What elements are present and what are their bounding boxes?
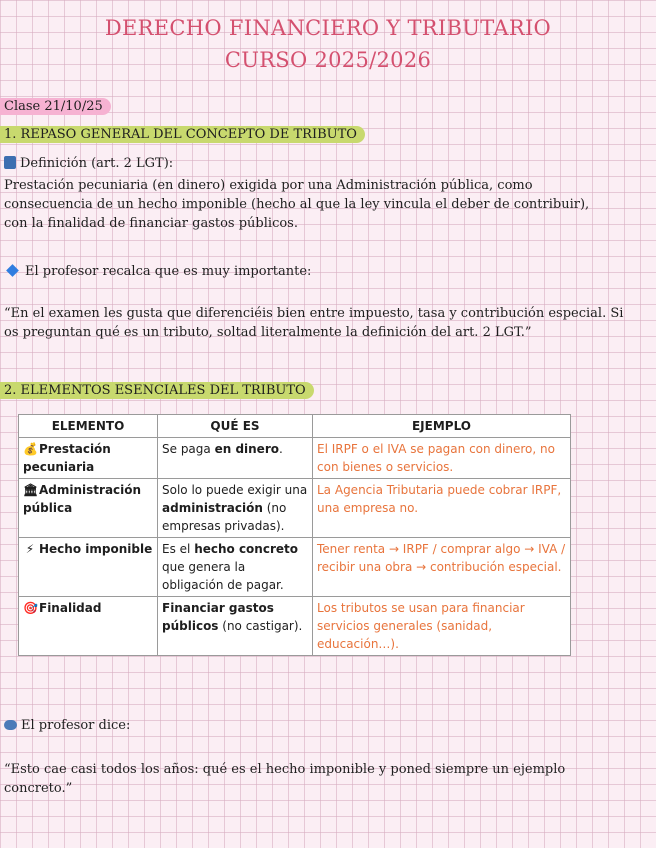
class-date: Clase 21/10/25 — [0, 98, 111, 115]
element-name: Hecho imponible — [39, 542, 153, 556]
example-cell: La Agencia Tributaria puede cobrar IRPF, una empresa no. — [313, 479, 571, 538]
what-text: que genera la obligación de pagar. — [162, 560, 284, 592]
book-icon — [4, 156, 16, 169]
element-name: Finalidad — [39, 601, 102, 615]
table-row — [19, 597, 571, 656]
example-cell: Tener renta → IRPF / comprar algo → IVA / recibir una obra → contribución especial. — [313, 538, 571, 597]
exam-quote-2: “Esto cae casi todos los años: qué es el hecho imponible y poned siempre un ejemplo concreto.” — [4, 762, 566, 796]
what-text: Solo lo puede exigir una — [162, 483, 308, 497]
what-bold: en dinero — [214, 442, 279, 456]
definition-label: Definición (art. 2 LGT): — [20, 156, 174, 171]
what-bold: administración — [162, 501, 263, 515]
what-bold: Financiar gastos públicos — [162, 601, 274, 633]
what-cell — [158, 438, 313, 479]
course-subtitle: CURSO 2025/2026 — [224, 48, 432, 72]
diamond-icon — [6, 264, 19, 277]
target-icon: 🎯 — [23, 601, 38, 615]
document-title: DERECHO FINANCIERO Y TRIBUTARIO — [104, 16, 552, 40]
element-name: Prestación pecuniaria — [23, 442, 111, 474]
column-header: EJEMPLO — [313, 415, 571, 438]
lightning-icon: ⚡ — [25, 542, 35, 556]
what-bold: hecho concreto — [194, 542, 298, 556]
professor-note: El profesor recalca que es muy importante: — [25, 264, 312, 279]
elements-table — [18, 414, 571, 656]
section1-heading: 1. REPASO GENERAL DEL CONCEPTO DE TRIBUTO — [0, 126, 365, 143]
definition-text: Prestación pecuniaria (en dinero) exigida por una Administración pública, como consecuencia de un hecho imponible (hecho al que la ley vincula el deber de contribuir), con la finalidad de financiar gastos públicos. — [4, 178, 590, 231]
table-row — [19, 479, 571, 538]
element-cell — [19, 438, 158, 479]
what-cell — [158, 538, 313, 597]
column-header: QUÉ ES — [158, 415, 313, 438]
professor-says: El profesor dice: — [21, 718, 131, 733]
exam-quote-1: “En el examen les gusta que diferenciéis bien entre impuesto, tasa y contribución especial. Si os preguntan qué es un tributo, soltad literalmente la definición del art. 2 LGT.” — [4, 306, 624, 340]
professor-note-line — [4, 262, 311, 281]
definition-label-line — [4, 154, 173, 173]
bank-icon: 🏛 — [23, 483, 39, 497]
element-cell — [19, 479, 158, 538]
what-cell — [158, 479, 313, 538]
element-cell — [19, 538, 158, 597]
what-text: Es el — [162, 542, 195, 556]
section2-heading: 2. ELEMENTOS ESENCIALES DEL TRIBUTO — [0, 382, 314, 399]
what-text: (no castigar). — [218, 619, 303, 633]
element-name: Administración pública — [23, 483, 142, 515]
professor-says-line — [4, 716, 130, 735]
example-cell: Los tributos se usan para financiar servicios generales (sanidad, educación…). — [313, 597, 571, 656]
what-text: (no empresas privadas). — [162, 501, 287, 533]
what-text: . — [278, 442, 283, 456]
table-row — [19, 438, 571, 479]
example-cell: El IRPF o el IVA se pagan con dinero, no con bienes o servicios. — [313, 438, 571, 479]
what-cell — [158, 597, 313, 656]
column-header: ELEMENTO — [19, 415, 158, 438]
money-bag-icon: 💰 — [23, 442, 38, 456]
element-cell — [19, 597, 158, 656]
table-header-row — [19, 415, 571, 438]
table-row — [19, 538, 571, 597]
speech-bubble-icon — [4, 720, 17, 730]
what-text: Se paga — [162, 442, 215, 456]
